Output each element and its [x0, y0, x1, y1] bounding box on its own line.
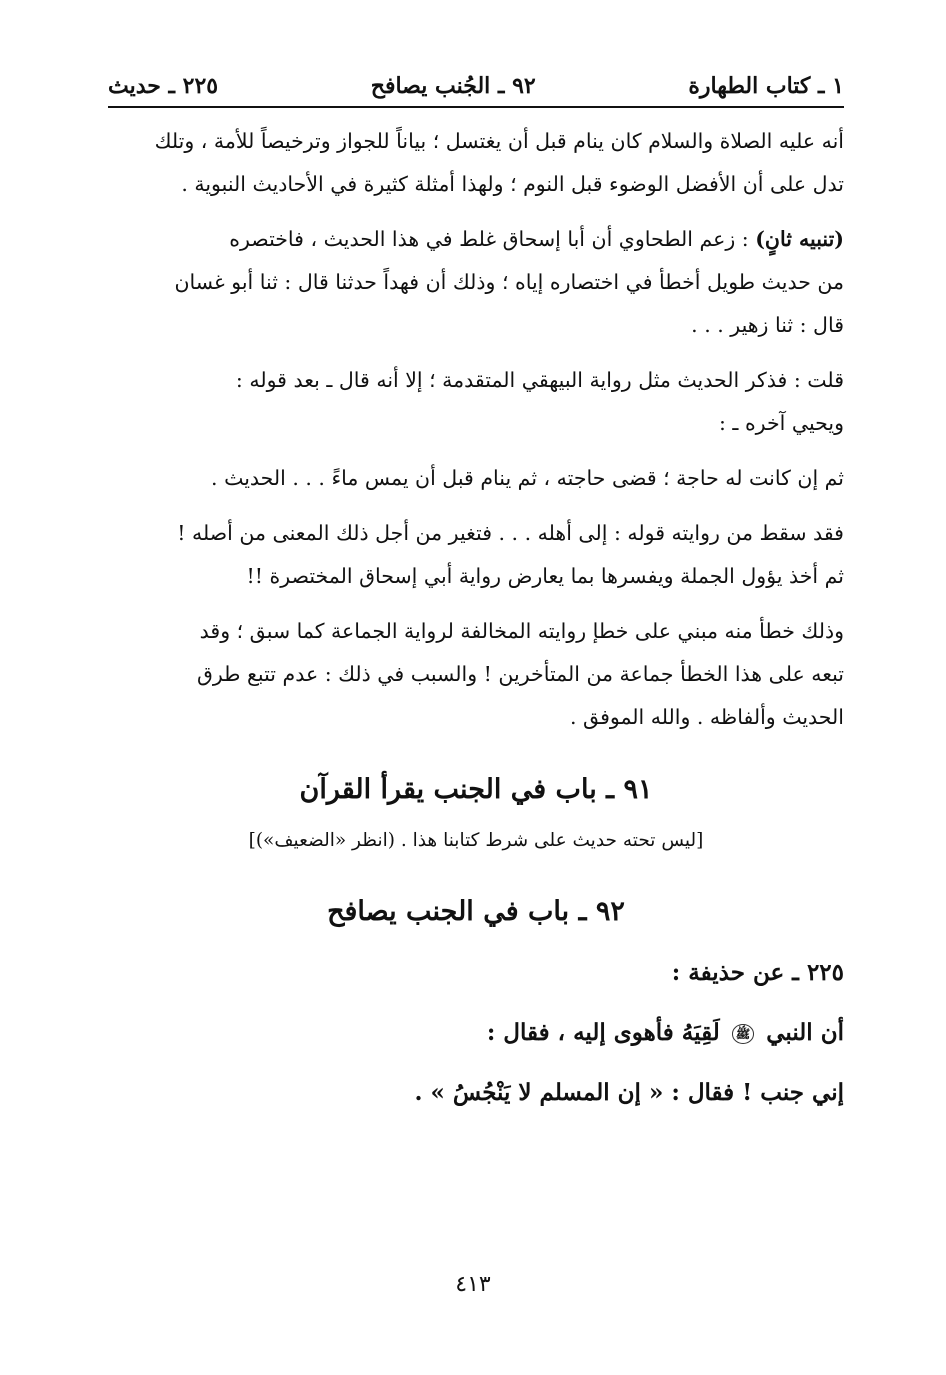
hadith-line-1 [108, 1003, 844, 1063]
text-segment: أن النبي [766, 1019, 844, 1046]
text-line: وذلك خطأ منه مبني على خطإ روايته المخالفة لرواية الجماعة كما سبق ؛ وقد [199, 619, 844, 643]
hadith-line-2: إني جنب ! فقال : « إن المسلم لا يَنْجُسُ » . [414, 1079, 844, 1106]
text-line: قال : ثنا زهير . . . [691, 313, 844, 337]
text-segment: : زعم الطحاوي أن أبا إسحاق غلط في هذا الحديث ، فاختصره [229, 227, 756, 251]
paragraph-4 [108, 457, 844, 500]
paragraph-3 [108, 359, 844, 445]
running-header [108, 66, 844, 108]
paragraph-1 [108, 120, 844, 206]
paragraph-5 [108, 512, 844, 598]
text-segment: لَقِيَهُ فأهوى إليه ، فقال : [486, 1019, 720, 1046]
header-book-title: ١ ـ كتاب الطهارة [688, 73, 844, 99]
text-line [108, 218, 844, 261]
hadith-225 [108, 943, 844, 1123]
header-chapter-title: ٩٢ ـ الجُنب يصافح [370, 73, 536, 99]
text-line: فقد سقط من روايته قوله : إلى أهله . . . فتغير من أجل ذلك المعنى من أصله ! [177, 521, 844, 545]
text-line: قلت : فذكر الحديث مثل رواية البيهقي المتقدمة ؛ إلا أنه قال ـ بعد قوله : [235, 368, 844, 392]
chapter-92-title: ٩٢ ـ باب في الجنب يصافح [327, 896, 625, 927]
text-line: ثم أخذ يؤول الجملة ويفسرها بما يعارض رواية أبي إسحاق المختصرة !! [246, 564, 844, 588]
note-label: (تنبيه ثانٍ) [755, 227, 844, 251]
chapter-91-note: [ليس تحته حديث على شرط كتابنا هذا . (انظر «الضعيف»)] [248, 830, 704, 851]
page-body [108, 120, 844, 1123]
text-line: ثم إن كانت له حاجة ؛ قضى حاجته ، ثم ينام قبل أن يمس ماءً . . . الحديث . [211, 466, 844, 490]
text-line: تبعه على هذا الخطأ جماعة من المتأخرين ! والسبب في ذلك : عدم تتبع طرق [196, 662, 844, 686]
chapter-91-title: ٩١ ـ باب في الجنب يقرأ القرآن [299, 774, 653, 805]
text-line: الحديث وألفاظه . والله الموفق . [569, 705, 844, 729]
text-line: من حديث طويل أخطأ في اختصاره إياه ؛ وذلك أن فهداً حدثنا قال : ثنا أبو غسان [174, 270, 844, 294]
text-line: ويحيي آخره ـ : [719, 411, 844, 435]
text-line: أنه عليه الصلاة والسلام كان ينام قبل أن يغتسل ؛ بياناً للجواز وترخيصاً للأمة ، وتلك [154, 129, 844, 153]
salutation-glyph: ﷺ [732, 1024, 755, 1044]
text-line: تدل على أن الأفضل الوضوء قبل النوم ؛ ولهذا أمثلة كثيرة في الأحاديث النبوية . [181, 172, 844, 196]
page-number: ٤١٣ [455, 1272, 491, 1297]
header-hadith-number: ٢٢٥ ـ حديث [108, 73, 219, 99]
paragraph-2 [108, 218, 844, 347]
hadith-number-line: ٢٢٥ ـ عن حذيفة : [671, 959, 844, 986]
paragraph-6 [108, 610, 844, 739]
